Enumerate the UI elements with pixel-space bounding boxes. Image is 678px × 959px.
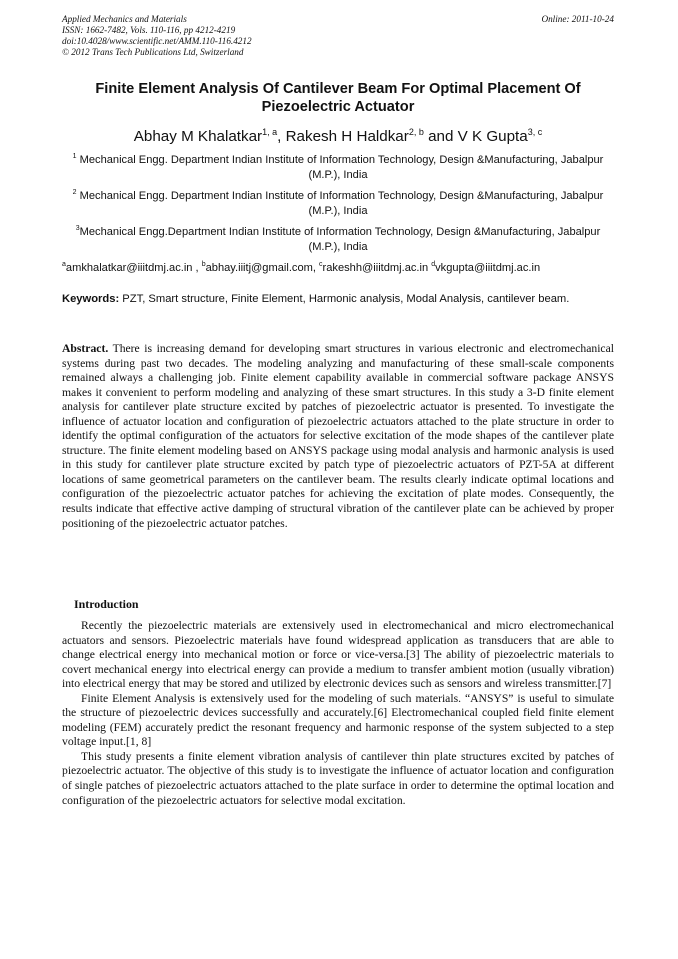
paragraph: Finite Element Analysis is extensively used for the modeling of such materials. “ANSYS” is useful to simulate the structure of piezoelectric devices successfully and accurately.[6] Electromechanical coupled field finite element modeling (FEM) accurately predict the resonant frequency and harmonic response of the system subjected to a step voltage input.[1, 8] xyxy=(62,691,614,749)
author-name: Rakesh H Haldkar xyxy=(285,128,409,145)
author-affiliation-mark: 2, b xyxy=(408,127,424,137)
author-separator: and xyxy=(423,128,458,145)
paper-title: Finite Element Analysis Of Cantilever Beam For Optimal Placement Of Piezoelectric Actuator xyxy=(95,81,581,115)
affiliation-3 xyxy=(62,221,614,255)
author-name: Abhay M Khalatkar xyxy=(133,128,263,145)
doi-line: doi:10.4028/www.scientific.net/AMM.110-116.4212 xyxy=(62,36,252,46)
keywords-text: PZT, Smart structure, Finite Element, Harmonic analysis, Modal Analysis, cantilever beam. xyxy=(119,293,570,305)
issn-line: ISSN: 1662-7482, Vols. 110-116, pp 4212-4219 xyxy=(62,25,236,35)
email-link[interactable]: abhay.iiitj@gmail.com, xyxy=(205,262,320,274)
affiliation-text: Mechanical Engg. Department Indian Institute of Information Technology, Design &Manufacturing, Jabalpur (M.P.), India xyxy=(76,154,604,181)
affiliation-text: Mechanical Engg.Department Indian Institute of Information Technology, Design &Manufacturing, Jabalpur (M.P.), India xyxy=(79,226,601,253)
abstract-label: Abstract. xyxy=(62,342,109,355)
email-mark: b xyxy=(201,261,206,268)
email-link[interactable]: rakeshh@iiitdmj.ac.in xyxy=(322,262,432,274)
affiliation-number: 3 xyxy=(75,225,80,232)
keywords-label: Keywords: xyxy=(62,293,120,305)
journal-name: Applied Mechanics and Materials xyxy=(62,14,187,24)
author-affiliation-mark: 1, a xyxy=(262,127,278,137)
author-affiliation-mark: 3, c xyxy=(527,127,543,137)
email-separator: , xyxy=(192,262,202,274)
affiliation-2 xyxy=(62,185,614,219)
email-mark: a xyxy=(62,261,66,268)
author-separator: , xyxy=(277,128,286,145)
abstract-text: There is increasing demand for developing smart structures in various electronic and electromechanical systems during past two decades. The modeling analyzing and manufacturing of these small-scale components remained always a challenging job. Finite element capability available in commercial software package ANSYS makes it convenient to perform modeling and analyzing of these smart structures. In this study a 3-D finite element analysis for cantilever plate structure excited by patches of piezoelectric actuator is presented. To investigate the influence of actuator location and configuration of piezoelectric actuators attached to the plate structure in order to identify the optimal configuration of the actuators for selective excitation of the mode shapes of the cantilever plate structure. The finite element modeling based on ANSYS package using modal analysis and harmonic analysis is used in this study for cantilever plate structure excited by patch type of piezoelectric actuators of PZT-5A at different locations of same geometrical parameters on the cantilever beam. The results clearly indicate optimal locations and configuration of the piezoelectric actuator patches for achieving the excitation of plate modes. Consequently, the results indicate that effective active damping of structural vibration of the cantilever plate can be achieved by proper positioning of the piezoelectric actuator patches. xyxy=(62,342,614,530)
email-link[interactable]: amkhalatkar@iiitdmj.ac.in xyxy=(65,262,193,274)
affiliation-number: 2 xyxy=(72,189,77,196)
online-date: Online: 2011-10-24 xyxy=(541,14,614,24)
paragraph: This study presents a finite element vibration analysis of cantilever thin plate structures excited by patches of piezoelectric actuator. The objective of this study is to investigate the influence of actuator location and configuration of single patches of piezoelectric actuators attached to the plate surface in order to determine the optimal location and configuration of the piezoelectric actuators for selective modal excitation. xyxy=(62,749,614,807)
affiliation-1 xyxy=(62,149,614,183)
journal-header xyxy=(62,14,614,58)
email-link[interactable]: vkgupta@iiitdmj.ac.in xyxy=(435,262,541,274)
email-mark: d xyxy=(431,261,436,268)
introduction-heading: Introduction xyxy=(74,597,139,611)
introduction-body xyxy=(62,619,614,808)
copyright-line: © 2012 Trans Tech Publications Ltd, Switzerland xyxy=(62,47,244,57)
author-emails xyxy=(62,257,614,276)
author-name: V K Gupta xyxy=(457,128,528,145)
author-list xyxy=(62,123,614,146)
keywords-section xyxy=(62,292,614,307)
affiliation-text: Mechanical Engg. Department Indian Institute of Information Technology, Design &Manufacturing, Jabalpur (M.P.), India xyxy=(76,190,604,217)
abstract-section xyxy=(62,342,614,531)
email-mark: c xyxy=(319,261,323,268)
paragraph: Recently the piezoelectric materials are extensively used in electromechanical and micro electromechanical actuators and sensors. Piezoelectric materials have found widespread application as transducers that are able to change electrical energy into mechanical motion or force or vice-versa.[3] The ability of piezoelectric materials to covert mechanical energy into electrical energy can provide a medium to transfer ambient motion (usually vibration) into electrical energy that may be stored and utilized by electronic devices such as sensors and wireless transmitter.[7] xyxy=(62,619,614,691)
affiliation-number: 1 xyxy=(72,153,77,160)
